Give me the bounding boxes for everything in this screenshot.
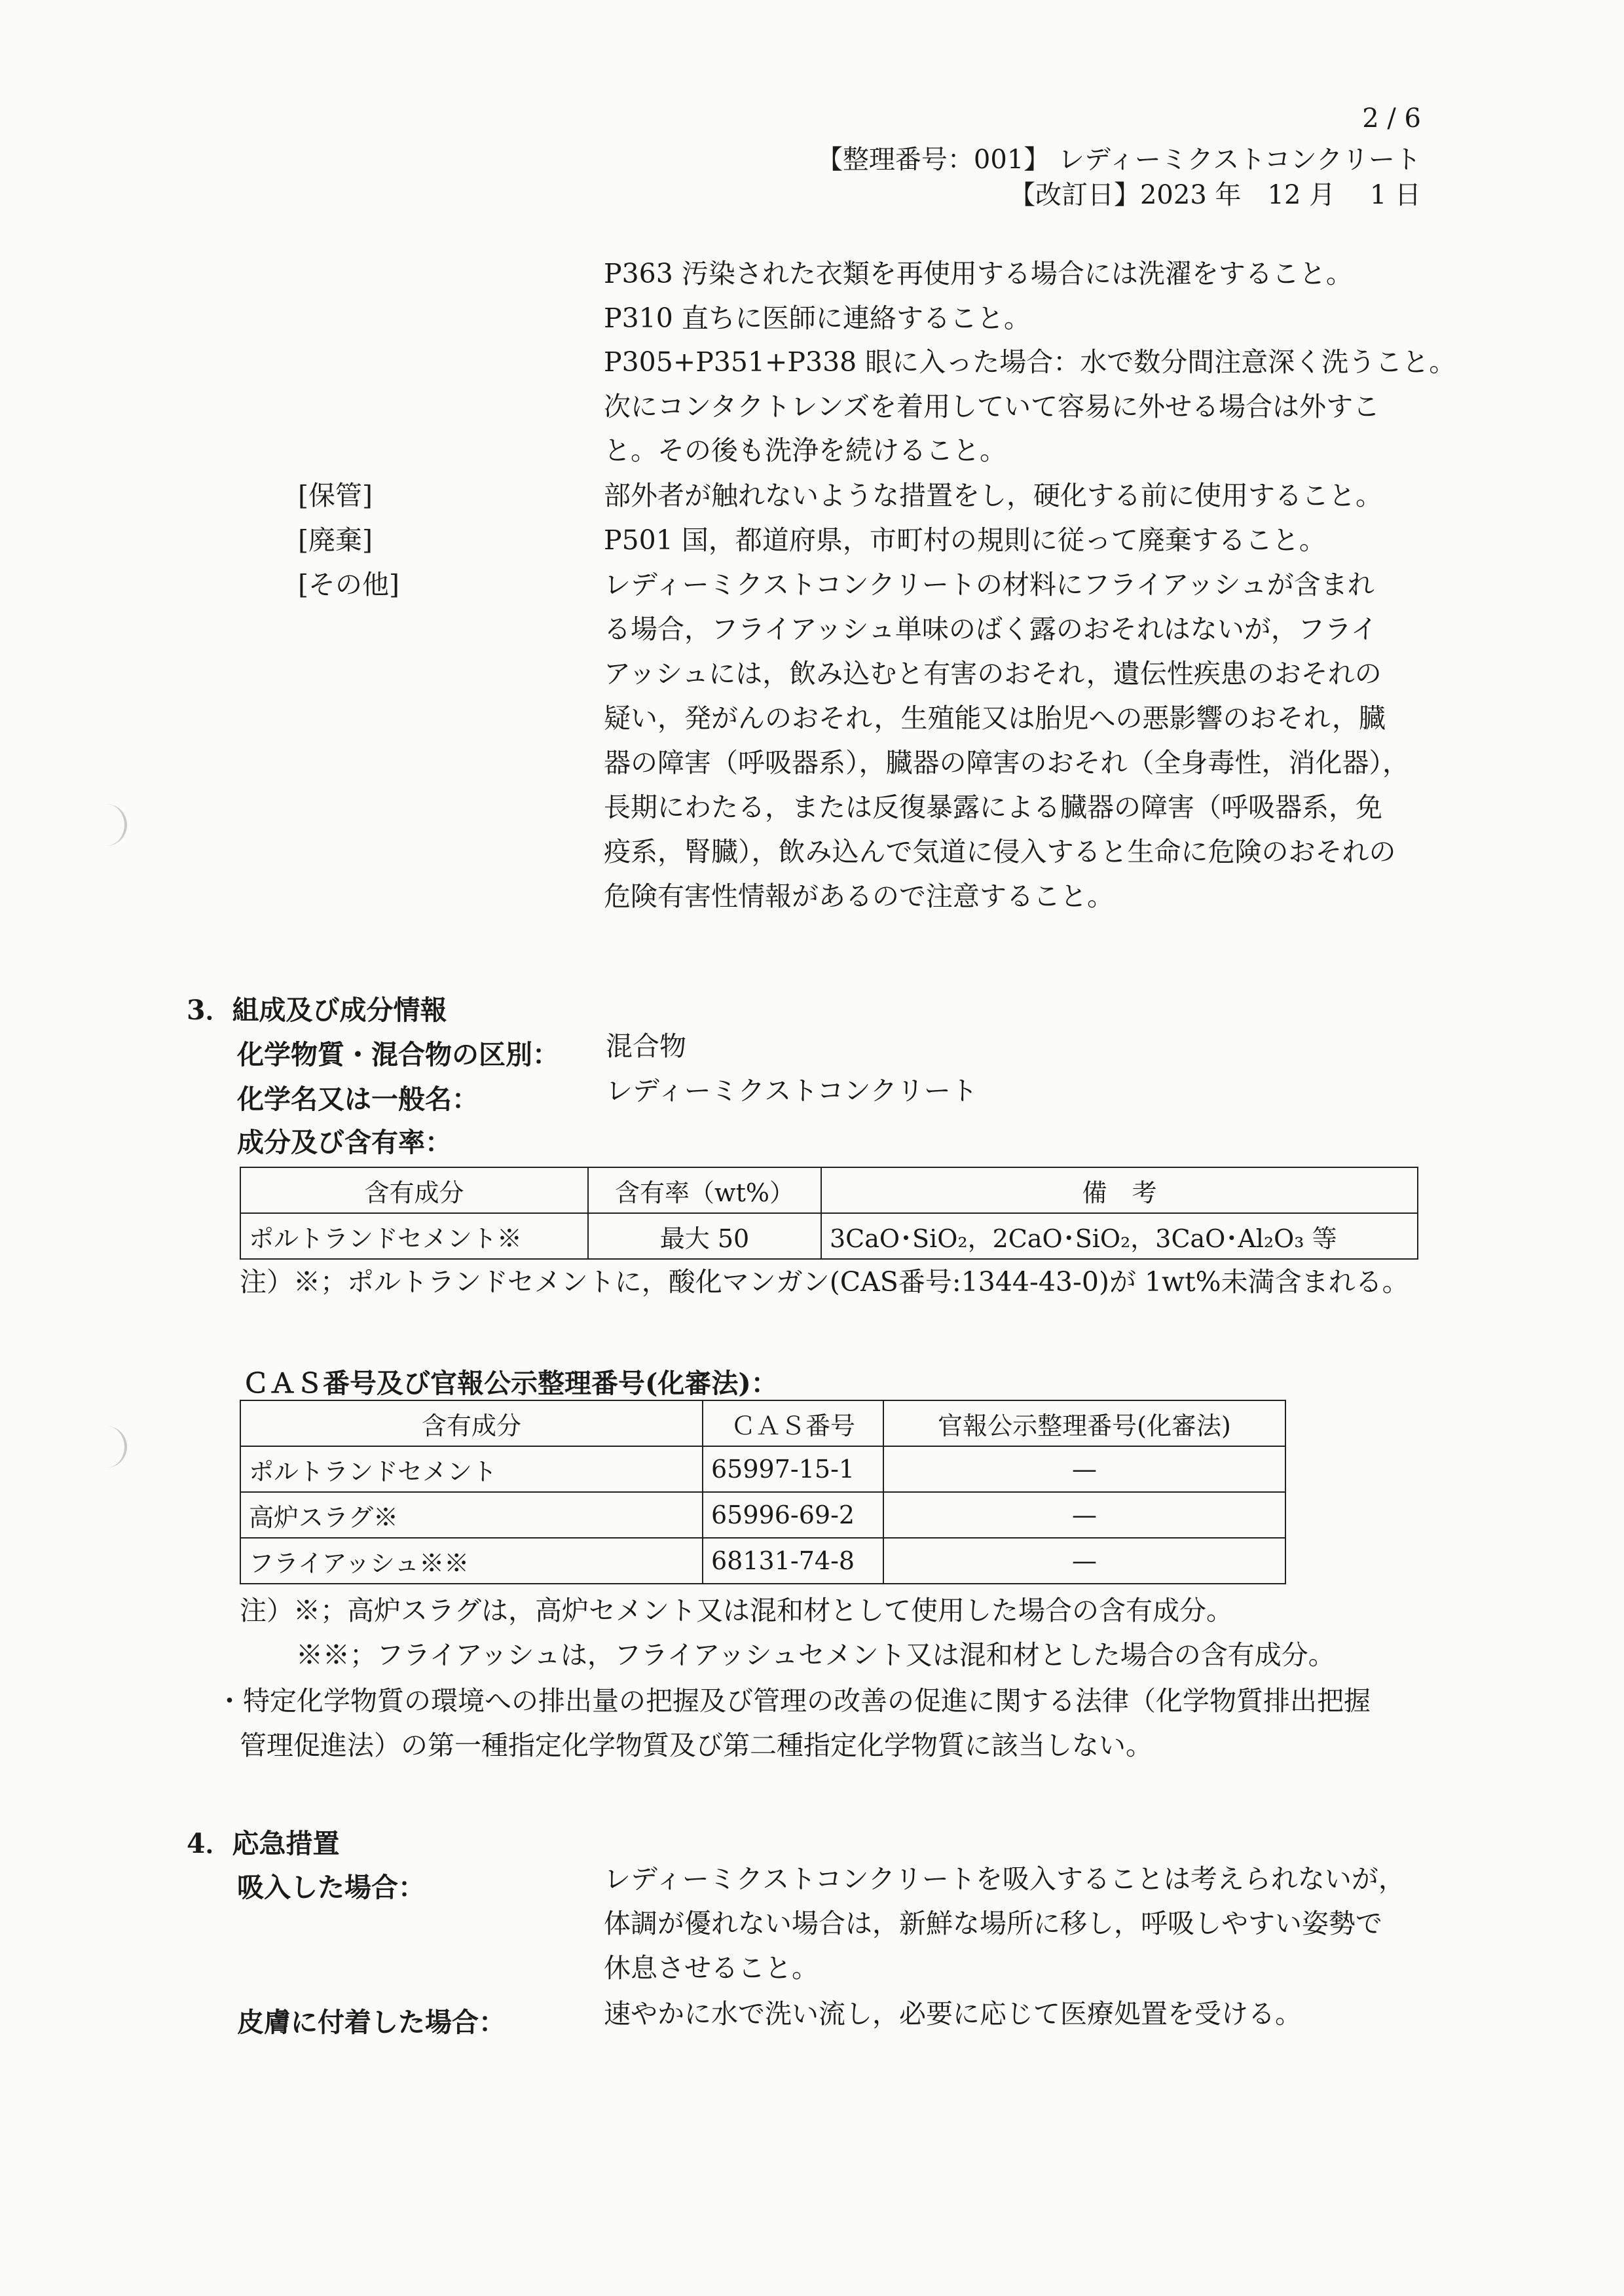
punch-hole-mark [98, 804, 127, 846]
other-line: る場合，フライアッシュ単味のばく露のおそれはないが，フライ [604, 613, 1378, 645]
cas-note-1: 注）※；高炉スラグは，高炉セメント又は混和材として使用した場合の含有成分。 [240, 1595, 1233, 1626]
other-line: 疑い，発がんのおそれ，生殖能又は胎児への悪影響のおそれ，臓 [604, 702, 1386, 734]
cas-note-2: ※※；フライアッシュは，フライアッシュセメント又は混和材とした場合の含有成分。 [296, 1639, 1335, 1671]
storage-text: 部外者が触れないような措置をし，硬化する前に使用すること。 [604, 480, 1382, 511]
inhalation-line: レディーミクストコンクリートを吸入することは考えられないが， [604, 1863, 1405, 1895]
page-number: 2 / 6 [1362, 103, 1421, 134]
precaution-line: 次にコンタクトレンズを着用していて容易に外せる場合は外すこ [604, 391, 1380, 422]
table-cell: ポルトランドセメント※ [240, 1213, 588, 1259]
table-cell: フライアッシュ※※ [240, 1538, 703, 1584]
document-id: 【整理番号：001】 レディーミクストコンクリート [816, 145, 1421, 175]
substance-type-label: 化学物質・混合物の区別： [237, 1039, 559, 1070]
substance-type-value: 混合物 [606, 1030, 686, 1062]
disposal-text: P501 国，都道府県，市町村の規則に従って廃棄すること。 [604, 524, 1326, 556]
table-cell: — [883, 1446, 1285, 1492]
table-header-cell: 含有成分 [240, 1400, 703, 1446]
table-cell: — [883, 1492, 1285, 1538]
inhalation-line: 休息させること。 [604, 1952, 819, 1984]
table-cell: 高炉スラグ※ [240, 1492, 703, 1538]
table-header-row [240, 1400, 1285, 1446]
prtr-note-line: ・特定化学物質の環境への排出量の把握及び管理の改善の促進に関する法律（化学物質排出把握 [216, 1685, 1371, 1717]
table-row [240, 1213, 1418, 1259]
chemical-name-label: 化学名又は一般名： [237, 1084, 479, 1115]
composition-label: 成分及び含有率： [237, 1127, 452, 1158]
disposal-label: [廃棄] [298, 524, 373, 556]
table-cell: 65996-69-2 [703, 1492, 883, 1538]
composition-note: 注）※；ポルトランドセメントに，酸化マンガン(CAS番号:1344-43-0)が 1wt%未満含まれる。 [240, 1266, 1409, 1298]
composition-table [240, 1167, 1418, 1260]
precaution-line: P310 直ちに医師に連絡すること。 [604, 302, 1031, 334]
table-header-cell: 官報公示整理番号(化審法) [883, 1400, 1285, 1446]
other-line: 疫系，腎臓），飲み込んで気道に侵入すると生命に危険のおそれの [604, 836, 1396, 867]
table-header-cell: 備 考 [821, 1167, 1418, 1213]
table-cell: 68131-74-8 [703, 1538, 883, 1584]
table-row [240, 1538, 1285, 1584]
precaution-line: と。その後も洗浄を続けること。 [604, 435, 1006, 466]
skin-contact-text: 速やかに水で洗い流し，必要に応じて医療処置を受ける。 [604, 1998, 1302, 2030]
inhalation-line: 体調が優れない場合は，新鮮な場所に移し，呼吸しやすい姿勢で [604, 1908, 1382, 1939]
other-label: [その他] [298, 569, 399, 600]
precaution-line: P305+P351+P338 眼に入った場合：水で数分間注意深く洗うこと。 [604, 346, 1456, 378]
other-line: 器の障害（呼吸器系），臓器の障害のおそれ（全身毒性，消化器）， [604, 747, 1409, 778]
section-3-title: 3．組成及び成分情報 [187, 994, 447, 1026]
table-header-cell: 含有成分 [240, 1167, 588, 1213]
other-line: アッシュには，飲み込むと有害のおそれ，遺伝性疾患のおそれの [604, 658, 1382, 689]
cas-section-label: ＣＡＳ番号及び官報公示整理番号(化審法)： [242, 1368, 778, 1399]
other-line: 長期にわたる，または反復暴露による臓器の障害（呼吸器系，免 [604, 792, 1382, 823]
chemical-name-value: レディーミクストコンクリート [606, 1075, 978, 1106]
other-line: レディーミクストコンクリートの材料にフライアッシュが含まれ [604, 569, 1375, 600]
precaution-line: P363 汚染された衣類を再使用する場合には洗濯をすること。 [604, 258, 1353, 289]
storage-label: [保管] [298, 480, 373, 511]
table-cell: ポルトランドセメント [240, 1446, 703, 1492]
table-cell: 3CaO･SiO₂，2CaO･SiO₂，3CaO･Al₂O₃ 等 [821, 1213, 1418, 1259]
table-cell: 最大 50 [588, 1213, 821, 1259]
table-row [240, 1446, 1285, 1492]
table-header-row [240, 1167, 1418, 1213]
section-4-title: 4．応急措置 [187, 1828, 340, 1859]
other-line: 危険有害性情報があるので注意すること。 [604, 881, 1114, 912]
prtr-note-line: 管理促進法）の第一種指定化学物質及び第二種指定化学物質に該当しない。 [240, 1730, 1153, 1761]
cas-table [240, 1400, 1286, 1584]
revision-date: 【改訂日】2023 年 12 月 1 日 [1008, 180, 1421, 210]
table-row [240, 1492, 1285, 1538]
punch-hole-mark [98, 1426, 127, 1468]
table-cell: 65997-15-1 [703, 1446, 883, 1492]
table-header-cell: ＣＡＳ番号 [703, 1400, 883, 1446]
inhalation-label: 吸入した場合： [237, 1872, 425, 1903]
table-cell: — [883, 1538, 1285, 1584]
table-header-cell: 含有率（wt%） [588, 1167, 821, 1213]
skin-contact-label: 皮膚に付着した場合： [237, 2007, 506, 2038]
